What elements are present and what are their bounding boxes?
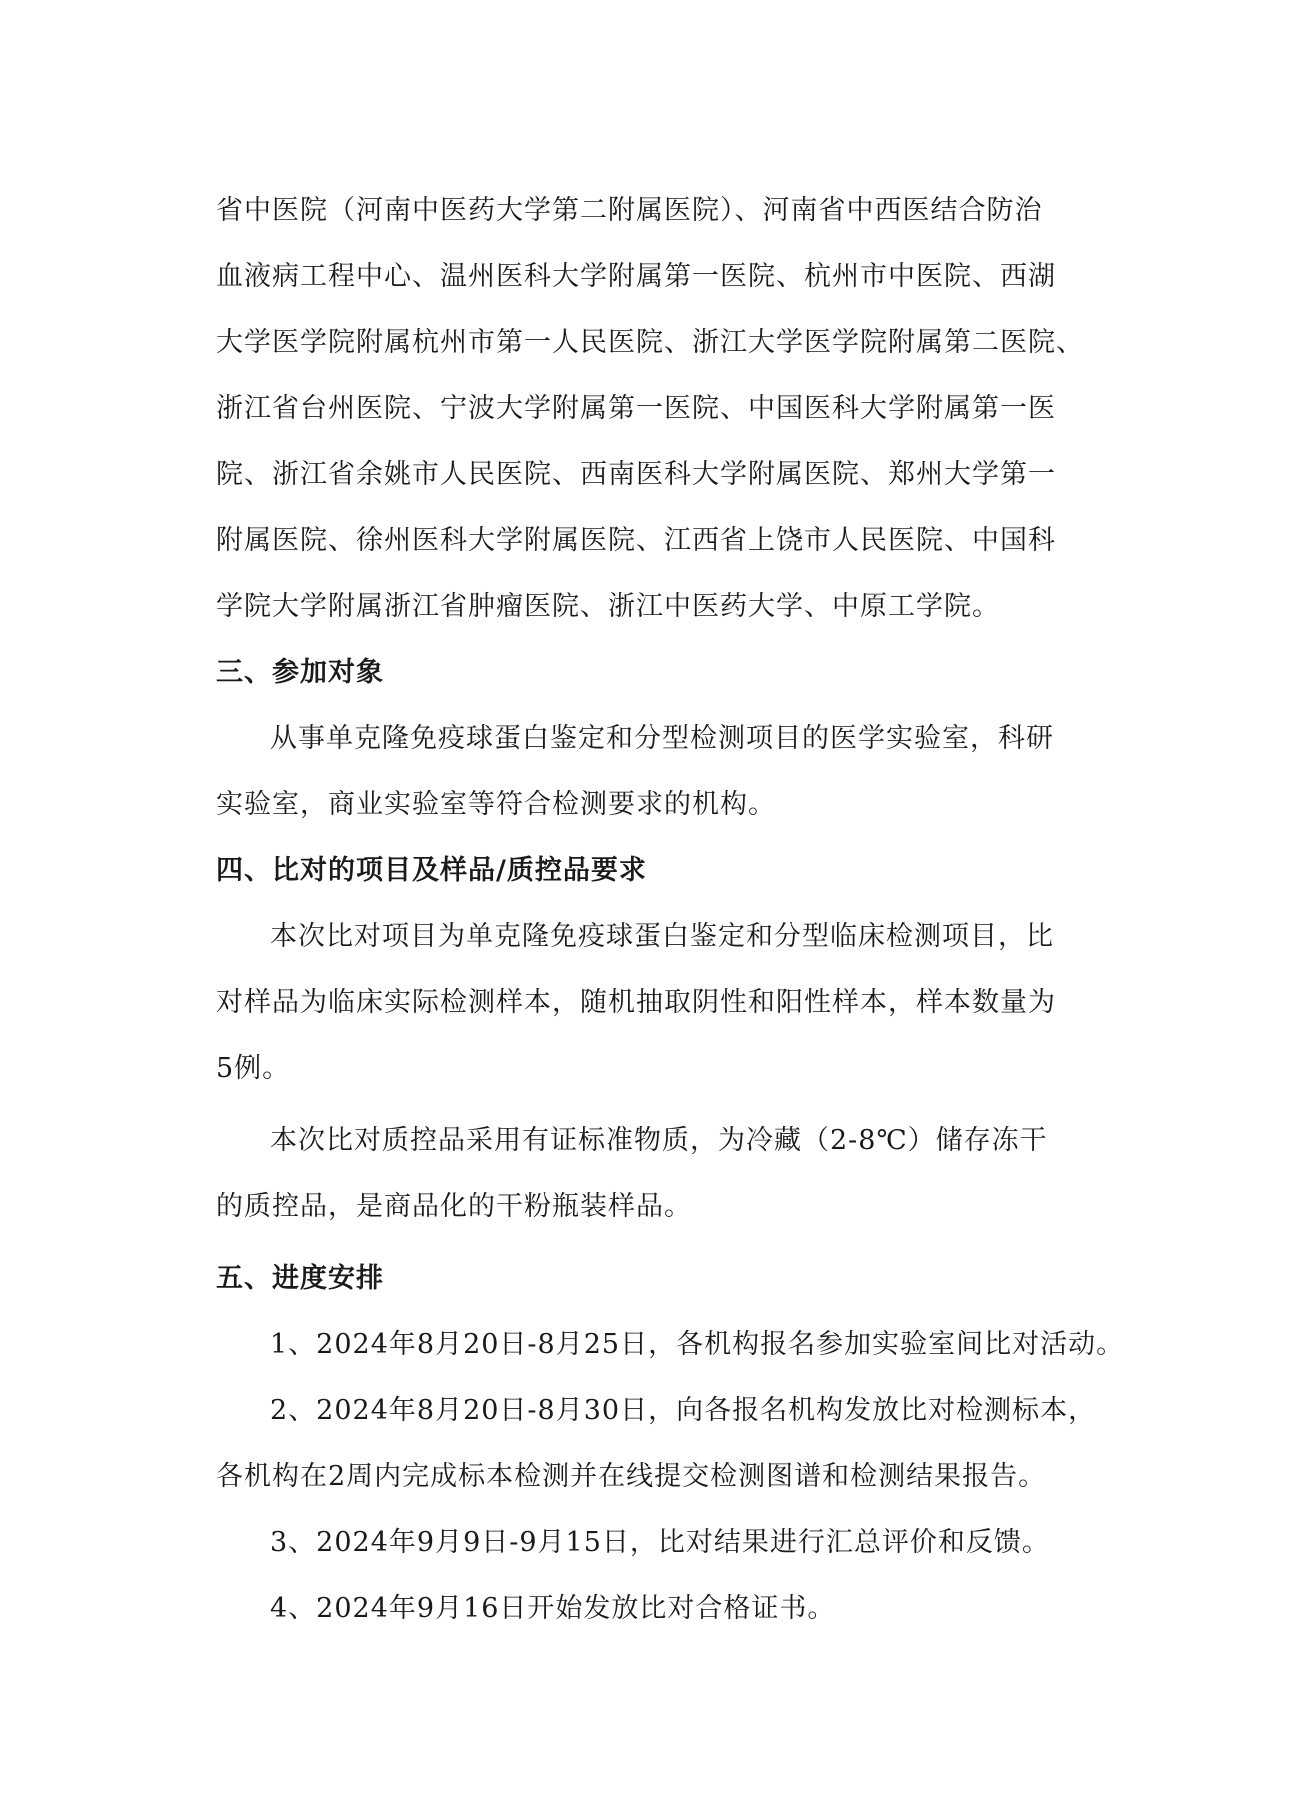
schedule-item: 4、2024年9月16日开始发放比对合格证书。 <box>270 1593 836 1624</box>
schedule-item: 3、2024年9月9日-9月15日，比对结果进行汇总评价和反馈。 <box>270 1527 1050 1558</box>
org-list-paragraph <box>216 178 1084 640</box>
schedule-list <box>216 1312 1125 1642</box>
document-body <box>216 178 1125 1642</box>
text-line: 省中医院（河南中医药大学第二附属医院）、河南省中西医结合防治 <box>216 195 1043 226</box>
text-line: 实验室，商业实验室等符合检测要求的机构。 <box>216 789 776 820</box>
text-line: 对样品为临床实际检测样本，随机抽取阴性和阳性样本，样本数量为 <box>216 987 1056 1018</box>
text-line: 的质控品，是商品化的干粉瓶装样品。 <box>216 1191 692 1222</box>
text-line: 本次比对质控品采用有证标准物质，为冷藏（2-8℃）储存冻干 <box>270 1125 1048 1156</box>
text-line: 院、浙江省余姚市人民医院、西南医科大学附属医院、郑州大学第一 <box>216 459 1056 490</box>
text-line: 血液病工程中心、温州医科大学附属第一医院、杭州市中医院、西湖 <box>216 261 1056 292</box>
section-heading-items-samples: 四、比对的项目及样品/质控品要求 <box>216 855 647 886</box>
schedule-item: 2、2024年8月20日-8月30日，向各报名机构发放比对检测标本， <box>270 1395 1097 1426</box>
text-line: 各机构在2周内完成标本检测并在线提交检测图谱和检测结果报告。 <box>216 1461 1047 1492</box>
section-heading-schedule: 五、进度安排 <box>216 1263 384 1294</box>
quality-control-paragraph <box>216 1108 1078 1240</box>
text-line: 附属医院、徐州医科大学附属医院、江西省上饶市人民医院、中国科 <box>216 525 1056 556</box>
text-line: 大学医学院附属杭州市第一人民医院、浙江大学医学院附属第二医院、 <box>216 327 1084 358</box>
items-paragraph <box>216 904 1078 1102</box>
text-line: 本次比对项目为单克隆免疫球蛋白鉴定和分型临床检测项目，比 <box>270 921 1054 952</box>
text-line: 5例。 <box>216 1053 291 1084</box>
participants-paragraph <box>216 706 1078 838</box>
text-line: 从事单克隆免疫球蛋白鉴定和分型检测项目的医学实验室，科研 <box>270 723 1054 754</box>
text-line: 浙江省台州医院、宁波大学附属第一医院、中国医科大学附属第一医 <box>216 393 1056 424</box>
text-line: 学院大学附属浙江省肿瘤医院、浙江中医药大学、中原工学院。 <box>216 591 1000 622</box>
section-heading-participants: 三、参加对象 <box>216 657 384 688</box>
schedule-item: 1、2024年8月20日-8月25日，各机构报名参加实验室间比对活动。 <box>270 1329 1125 1360</box>
